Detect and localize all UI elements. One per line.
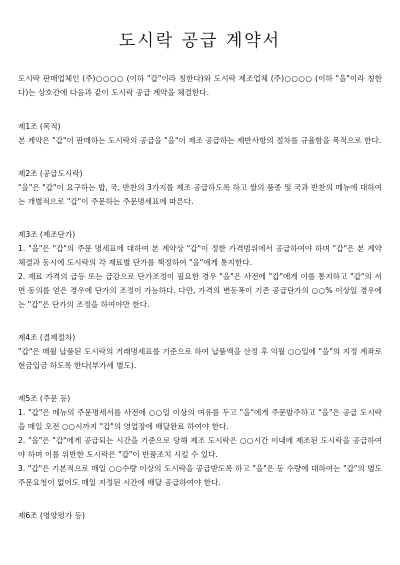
article-paragraph: 2. 재료 가격의 급등 또는 급감으로 단가조정이 필요한 경우 "을"은 사전에 "갑"에게 이를 통지하고 "갑"의 서면 동의를 얻은 경우에 단가의 조정이 가능하다. 다만, 가격의 변동폭이 기존 공급단가의 ○○% 이상일 경우에는 "갑"은 단가의 조정을 하여야만 한다. bbox=[18, 272, 382, 309]
article-6 bbox=[18, 509, 382, 523]
article-heading: 제3조 (제조단가) bbox=[18, 230, 76, 239]
intro-paragraph: 도시락 판매업체인 (주)○○○○ (이하 "갑"이라 칭한다)와 도시락 제조업체 (주)○○○○ (이하 "을"이라 칭한다)는 상호간에 다음과 같이 도시락 공급 계약을 체결한다. bbox=[18, 74, 382, 97]
article-paragraph: 1. "을"은 "갑"의 주문 명세표에 대하여 본 계약상 "갑"이 정한 가격범위에서 공급하여야 하며 "갑"은 본 계약 체결과 동시에 도시락의 각 재료별 단가를 책정하여 "을"에게 통지한다. bbox=[18, 244, 382, 267]
article-paragraph: "을"은 "갑"이 요구하는 밥, 국, 반찬의 3가지를 제조 공급하도록 하고 쌀의 품종 및 국과 반찬의 메뉴에 대하여는 개별적으로 "갑"이 주문하는 주문명세표에 따른다. bbox=[18, 183, 382, 206]
article-heading: 제6조 (영양평가 등) bbox=[18, 511, 85, 520]
article-paragraph: 3. "갑"은 기본적으로 매일 ○○수량 이상의 도시락을 공급받도록 하고 "을"은 동 수량에 대하여는 "갑"의 별도 주문요청이 없어도 매일 지정된 시간에 배달 공급하여야 한다. bbox=[18, 464, 382, 487]
document-title: 도시락 공급 계약서 bbox=[118, 31, 282, 51]
article-4 bbox=[18, 331, 382, 373]
article-paragraph: 1. "갑"은 메뉴의 주문명세서를 사전에 ○○일 이상의 여유를 두고 "을"에게 주문발주하고 "을"은 공급 도시락을 매일 오전 ○○시까지 "갑"의 영업장에 배달완료 하여야 한다. bbox=[18, 408, 382, 431]
article-1 bbox=[18, 120, 382, 148]
article-heading: 제2조 (공급도시락) bbox=[18, 169, 83, 178]
article-5 bbox=[18, 392, 382, 490]
article-paragraph: "갑"은 매월 납품된 도시락의 거래명세표를 기준으로 하여 납품액을 산정 후 익월 ○○일에 "을"의 지정 계좌로 현금입금 하도록 한다(부가세 별도). bbox=[18, 347, 382, 370]
article-heading: 제4조 (결제절차) bbox=[18, 333, 76, 342]
article-paragraph: 2. "을"은 "갑"에게 공급되는 시간을 기준으로 당해 제조 도시락은 ○○시간 이내에 제조된 도시락을 공급하여야 하며 이를 위반한 도시락은 "갑"이 반품조치 시킬 수 있다. bbox=[18, 436, 382, 459]
article-heading: 제1조 (목적) bbox=[18, 122, 61, 131]
article-heading: 제5조 (주문 등) bbox=[18, 394, 71, 403]
article-3 bbox=[18, 228, 382, 312]
document-body bbox=[18, 72, 382, 542]
article-paragraph: 본 계약은 "갑"이 판매하는 도시락의 공급을 "을"이 제조 공급하는 제반사항의 절차를 규율함을 목적으로 한다. bbox=[18, 136, 382, 145]
article-2 bbox=[18, 167, 382, 209]
